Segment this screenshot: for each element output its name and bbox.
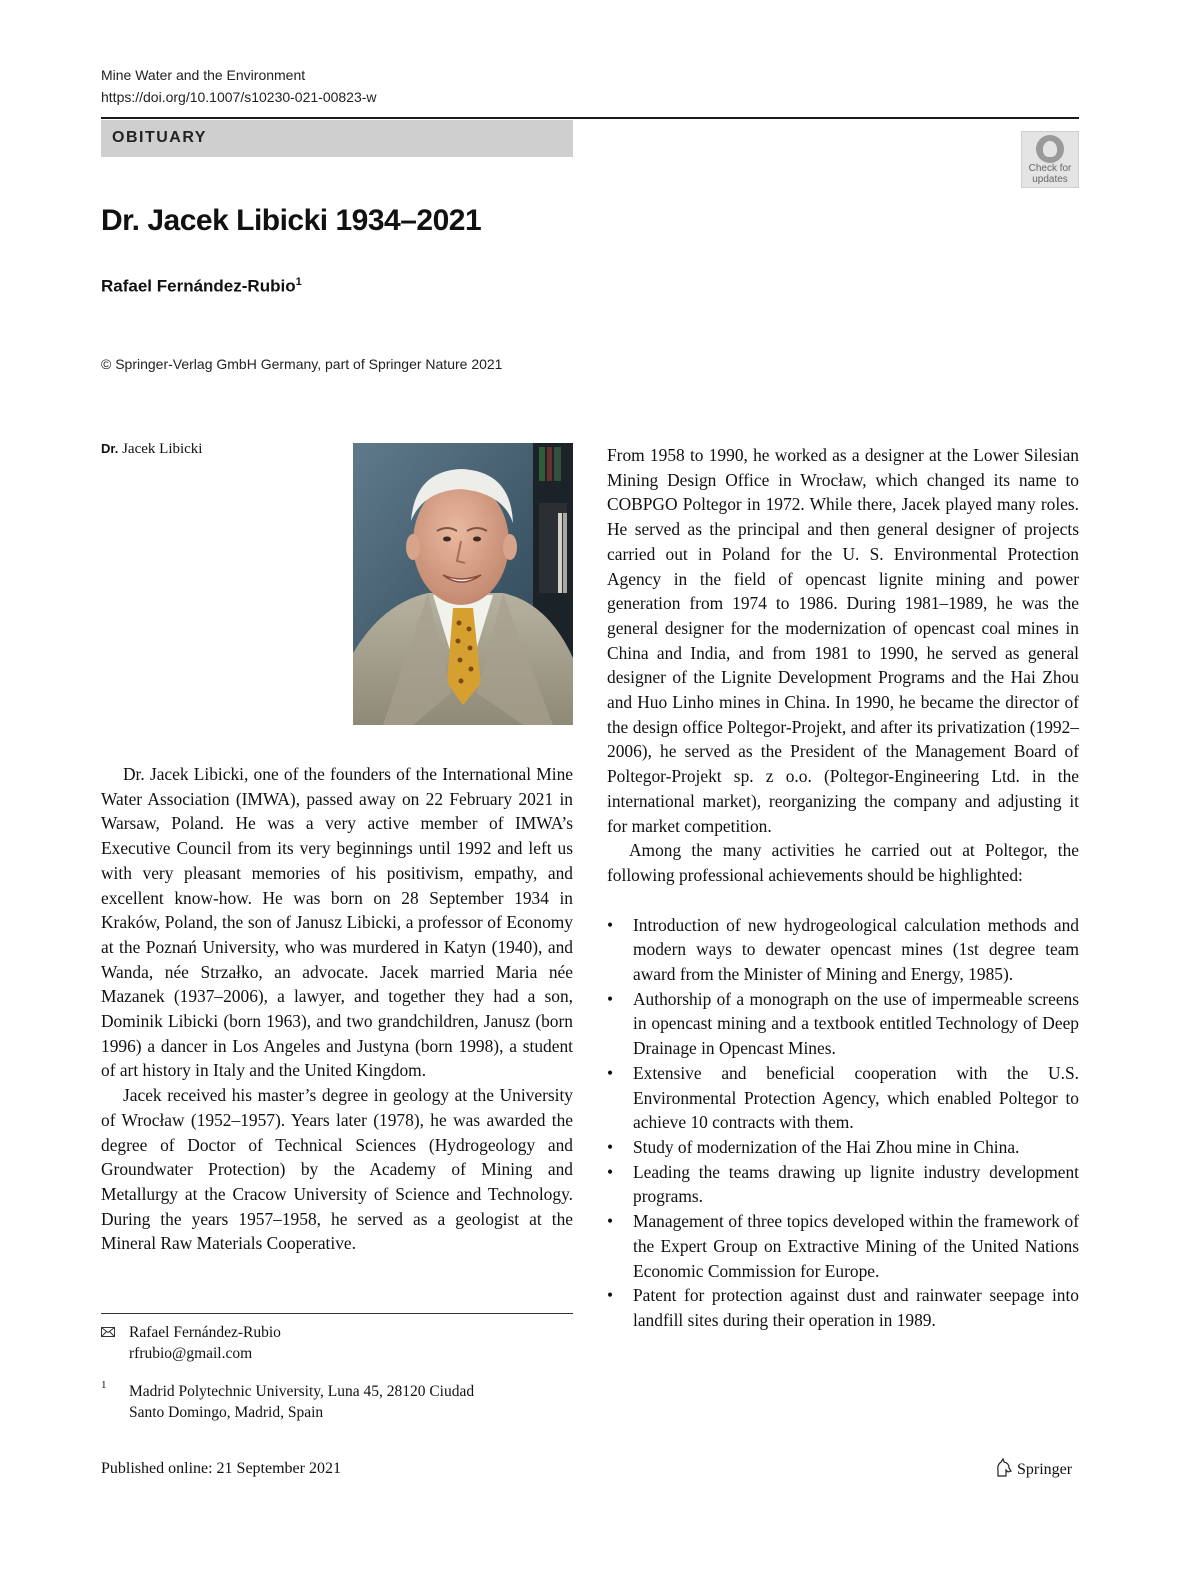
journal-header — [101, 64, 377, 108]
right-column — [607, 443, 1079, 1333]
check-updates-line1: Check for — [1028, 163, 1072, 174]
springer-horse-icon — [995, 1458, 1013, 1478]
figure-caption — [101, 441, 202, 458]
envelope-icon — [101, 1327, 115, 1337]
paragraph: Jacek received his master’s degree in geology at the University of Wrocław (1952–1957). Years later (1978), he was awarded the degree of Doctor of Technical Sciences (Hydrogeology and Groundwater Protection) by the Academy of Mining and Metallurgy at the Cracow University of Science and Technology. During the years 1957–1958, he served as a geologist at the Mineral Raw Materials Cooperative. — [101, 1085, 573, 1254]
list-item — [607, 1209, 1079, 1283]
bullet: • — [607, 1211, 614, 1232]
bullet: • — [607, 1285, 614, 1306]
affiliation-line: Santo Domingo, Madrid, Spain — [129, 1403, 324, 1421]
bullet: • — [607, 1062, 614, 1083]
list-item — [607, 1135, 1079, 1160]
paragraph: Dr. Jacek Libicki, one of the founders of the International Mine Water Association (IMWA), passed away on 22 February 2021 in Warsaw, Poland. He was a very active member of IMWA’s Executive Council from its very beginnings until 1992 and left us with very pleasant memories of his positivism, empathy, and excellent know-how. He was born on 28 September 1934 in Kraków, Poland, the son of Janusz Libicki, a professor of Economy at the Poznań University, who was murdered in Katyn (1940), and Wanda, née Strzałko, an advocate. Jacek married Maria née Mazanek (1937–2006), a lawyer, and together they had a son, Dominik Libicki (born 1963), and two grandchildren, Janusz (born 1996) a dancer in Los Angeles and Justyna (born 1998), a student of art history in Italy and the United Kingdom. — [101, 764, 573, 1081]
affiliation-line: Madrid Polytechnic University, Luna 45, 28120 Ciudad — [129, 1383, 475, 1400]
bullet: • — [607, 1161, 614, 1182]
check-updates-line2: updates — [1032, 174, 1068, 185]
list-item-text: Patent for protection against dust and rainwater seepage into landfill sites during their operation in 1989. — [633, 1285, 1079, 1330]
list-item-text: Leading the teams drawing up lignite industry development programs. — [633, 1161, 1079, 1207]
list-item — [607, 1283, 1079, 1332]
list-item — [607, 1160, 1079, 1209]
list-item — [607, 987, 1079, 1061]
publisher-name: Springer — [1017, 1461, 1073, 1478]
left-column — [101, 762, 573, 1256]
contact-name: Rafael Fernández-Rubio — [129, 1324, 281, 1341]
list-item-text: Extensive and beneficial cooperation with the U.S. Environmental Protection Agency, which enabled Poltegor to achieve 10 contracts with them. — [633, 1062, 1079, 1133]
check-for-updates-badge[interactable] — [1021, 131, 1079, 188]
doi-link[interactable]: https://doi.org/10.1007/s10230-021-00823-w — [101, 89, 377, 105]
list-item-text: Management of three topics developed within the framework of the Expert Group on Extractive Mining of the United Nations Economic Commission for Europe. — [633, 1211, 1079, 1281]
list-item-text: Study of modernization of the Hai Zhou mine in China. — [633, 1136, 1020, 1157]
author-affiliation-marker: 1 — [295, 276, 302, 288]
bullet: • — [607, 988, 614, 1009]
paragraph: Among the many activities he carried out at Poltegor, the following professional achievements should be highlighted: — [607, 840, 1079, 885]
copyright: © Springer-Verlag GmbH Germany, part of Springer Nature 2021 — [101, 356, 503, 372]
list-item — [607, 913, 1079, 987]
article-title: Dr. Jacek Libicki 1934–2021 — [101, 204, 482, 237]
publisher-logo[interactable] — [995, 1458, 1072, 1479]
contact-block — [101, 1323, 573, 1364]
contact-email[interactable]: rfrubio@gmail.com — [129, 1344, 253, 1362]
bullet: • — [607, 1136, 614, 1157]
author-line — [101, 276, 302, 297]
journal-name: Mine Water and the Environment — [101, 67, 306, 83]
published-date: Published online: 21 September 2021 — [101, 1460, 341, 1477]
affiliation-block — [101, 1382, 573, 1423]
footnote-rule — [101, 1313, 573, 1314]
list-item-text: Introduction of new hydrogeological calculation methods and modern ways to dewater opencast mines (1st degree team award from the Minister of Mining and Energy, 1985). — [633, 914, 1079, 985]
caption-bold: Dr. — [101, 441, 119, 456]
paragraph: From 1958 to 1990, he worked as a designer at the Lower Silesian Mining Design Office in Wrocław, which changed its name to COBPGO Poltegor in 1972. While there, Jacek played many roles. He served as the principal and then general designer of projects carried out in Poland for the U. S. Environmental Protection Agency in the field of opencast lignite mining and power generation from 1974 to 1986. During 1981–1989, he was the general designer for the modernization of opencast coal mines in China and India, and from 1981 to 1990, he served as general designer of the Lignite Development Programs and the Hai Zhou and Huo Linho mines in China. In 1990, he became the director of the design office Poltegor-Projekt, and after its privatization (1992–2006), he served as the President of the Management Board of Poltegor-Projekt sp. z o.o. (Poltegor-Engineering Ltd. in the international market), reorganizing the company and adjusting it for market competition. — [607, 445, 1079, 836]
list-item — [607, 1061, 1079, 1135]
author-name[interactable]: Rafael Fernández-Rubio — [101, 276, 296, 296]
list-item-text: Authorship of a monograph on the use of impermeable screens in opencast mining and a textbook entitled Technology of Deep Drainage in Opencast Mines. — [633, 988, 1079, 1059]
header-rule — [101, 117, 1079, 119]
portrait-photo — [353, 443, 573, 725]
caption-text: Jacek Libicki — [118, 441, 203, 457]
check-updates-icon — [1036, 135, 1064, 163]
achievements-list — [607, 913, 1079, 1333]
footnotes — [101, 1323, 573, 1423]
section-label: OBITUARY — [112, 129, 207, 146]
bullet: • — [607, 914, 614, 935]
affiliation-number: 1 — [101, 1379, 107, 1391]
